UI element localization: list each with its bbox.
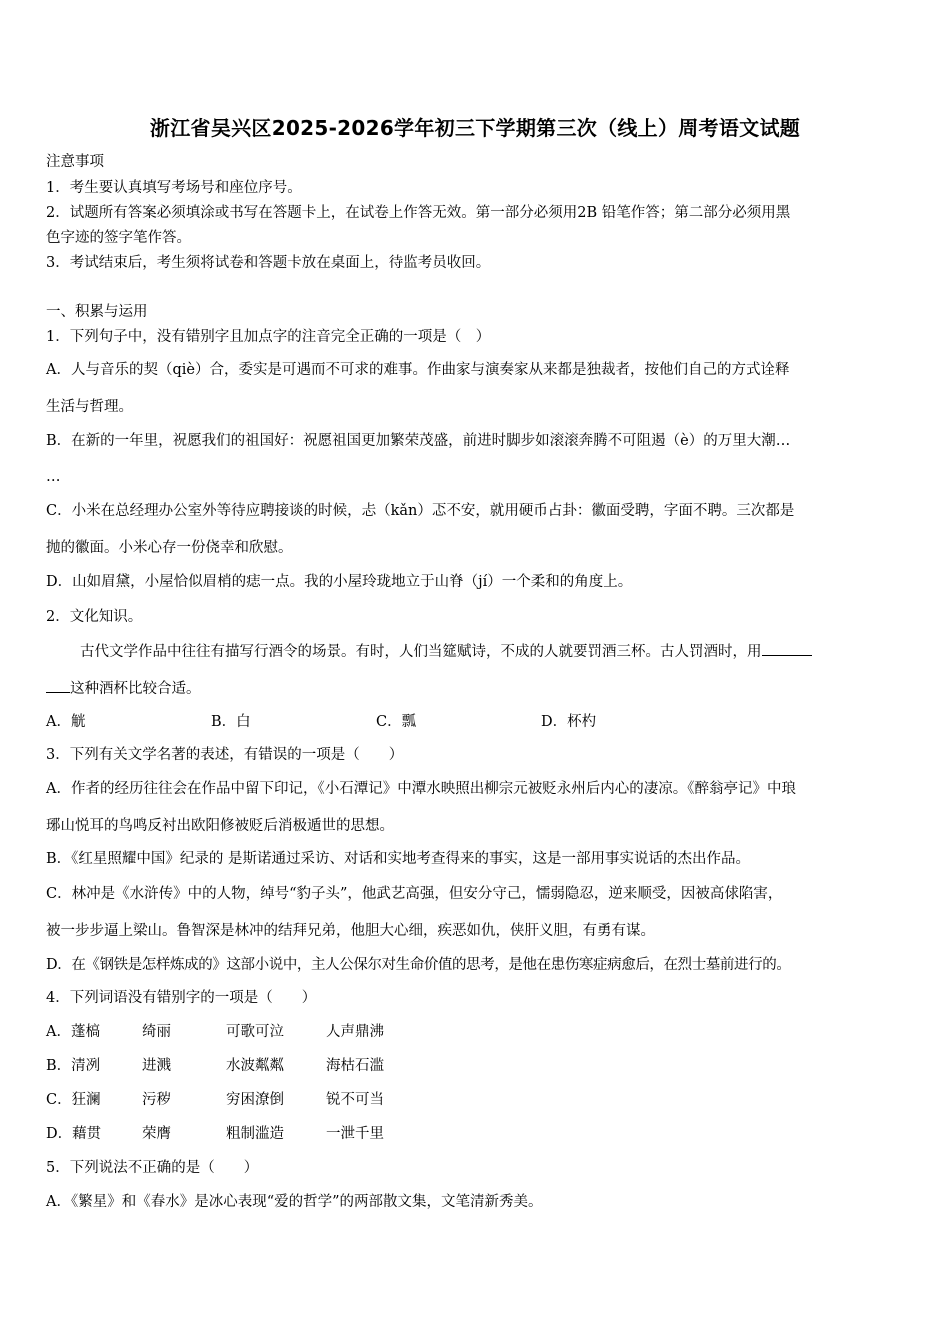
q3-option-c-cont: 被一步步逼上梁山。鲁智深是林冲的结拜兄弟，他胆大心细，疾恶如仇，侠肝义胆，有勇有谋。 <box>46 923 655 939</box>
notice-heading: 注意事项 <box>46 154 104 170</box>
q4-word: 污秽 <box>142 1092 171 1108</box>
q1-option-c: C．小米在总经理办公室外等待应聘接谈的时候，忐（kǎn）忑不安，就用硬币占卦：徽面受聘，字面不聘。三次都是 <box>46 503 795 519</box>
section-heading: 一、积累与运用 <box>46 304 148 320</box>
q1-option-b-cont: … <box>46 469 61 485</box>
question-1-stem: 1．下列句子中，没有错别字且加点字的注音完全正确的一项是（ ） <box>46 329 491 345</box>
q3-option-d: D．在《钢铁是怎样炼成的》这部小说中，主人公保尔对生命价值的思考，是他在患伤寒症病愈后，在烈士墓前进行的。 <box>46 957 791 973</box>
q4-word: 进溅 <box>142 1058 171 1074</box>
q2-option-c: C．瓢 <box>376 714 417 730</box>
q4-option-row <box>46 1090 384 1110</box>
notice-item: 2．试题所有答案必须填涂或书写在答题卡上，在试卷上作答无效。第一部分必须用2B 铅笔作答；第二部分必须用黑 <box>46 205 791 221</box>
q4-word: A．蓬槁 <box>46 1024 100 1040</box>
q4-word: 海枯石滥 <box>326 1058 384 1074</box>
notice-item: 3．考试结束后，考生须将试卷和答题卡放在桌面上，待监考员收回。 <box>46 255 491 271</box>
question-3-stem: 3．下列有关文学名著的表述，有错误的一项是（ ） <box>46 747 404 763</box>
q4-word: 荣膺 <box>142 1126 171 1142</box>
q4-word: 可歌可泣 <box>226 1024 284 1040</box>
q2-option-a: A．觥 <box>46 714 86 730</box>
q2-option-b: B．白 <box>211 714 251 730</box>
q3-option-b: B．《红星照耀中国》纪录的 是斯诺通过采访、对话和实地考查得来的事实，这是一部用事实说话的杰出作品。 <box>46 851 751 867</box>
question-5-stem: 5．下列说法不正确的是（ ） <box>46 1160 259 1176</box>
q3-option-a: A．作者的经历往往会在作品中留下印记，《小石潭记》中潭水映照出柳宗元被贬永州后内心的凄凉。《醉翁亭记》中琅 <box>46 781 796 797</box>
q4-word: D．藉贯 <box>46 1126 102 1142</box>
q2-passage-text-cont: 这种酒杯比较合适。 <box>70 681 201 697</box>
q4-word: 穷困潦倒 <box>226 1092 284 1108</box>
q2-passage <box>80 641 812 662</box>
q1-option-a: A．人与音乐的契（qiè）合，委实是可遇而不可求的难事。作曲家与演奏家从来都是独裁者，按他们自己的方式诠释 <box>46 362 790 378</box>
page-title: 浙江省吴兴区2025-2026学年初三下学期第三次（线上）周考语文试题 <box>149 116 801 140</box>
q1-option-c-cont: 抛的徽面。小米心存一份侥幸和欣慰。 <box>46 540 293 556</box>
question-4-stem: 4．下列词语没有错别字的一项是（ ） <box>46 990 317 1006</box>
q1-option-b: B．在新的一年里，祝愿我们的祖国好：祝愿祖国更加繁荣茂盛，前进时脚步如滚滚奔腾不可阻遏（è）的万里大潮… <box>46 433 791 449</box>
q4-word: C．狂澜 <box>46 1092 101 1108</box>
q4-word: 粗制滥造 <box>226 1126 284 1142</box>
q2-option-d: D．杯杓 <box>541 714 597 730</box>
notice-item: 1．考生要认真填写考场号和座位序号。 <box>46 180 302 196</box>
q1-option-a-cont: 生活与哲理。 <box>46 399 133 415</box>
q1-option-d: D．山如眉黛，小屋恰似眉梢的痣一点。我的小屋玲珑地立于山脊（jí）一个柔和的角度上。 <box>46 574 633 590</box>
q4-option-row <box>46 1124 384 1144</box>
q4-word: 一泄千里 <box>326 1126 384 1142</box>
q2-passage-cont <box>46 678 201 699</box>
q3-option-c: C．林冲是《水浒传》中的人物，绰号“豹子头”，他武艺高强，但安分守己，懦弱隐忍，逆来顺受，因被高俅陷害， <box>46 886 783 902</box>
answer-blank <box>46 678 70 693</box>
q3-option-a-cont: 琊山悦耳的鸟鸣反衬出欧阳修被贬后消极遁世的思想。 <box>46 818 394 834</box>
answer-blank <box>762 641 812 656</box>
q4-word: B．清冽 <box>46 1058 101 1074</box>
q4-word: 锐不可当 <box>326 1092 384 1108</box>
q5-option-a: A．《繁星》和《春水》是冰心表现“爱的哲学”的两部散文集，文笔清新秀美。 <box>46 1194 543 1210</box>
q4-option-row <box>46 1022 384 1042</box>
q2-options <box>46 712 596 732</box>
q4-word: 绮丽 <box>142 1024 171 1040</box>
q2-passage-text: 古代文学作品中往往有描写行酒令的场景。有时，人们当筵赋诗，不成的人就要罚酒三杯。古人罚酒时，用 <box>80 644 762 660</box>
q4-word: 人声鼎沸 <box>326 1024 384 1040</box>
q4-option-row <box>46 1056 384 1076</box>
question-2-stem: 2．文化知识。 <box>46 609 143 625</box>
q4-word: 水波粼粼 <box>226 1058 284 1074</box>
notice-item: 色字迹的签字笔作答。 <box>46 230 191 246</box>
